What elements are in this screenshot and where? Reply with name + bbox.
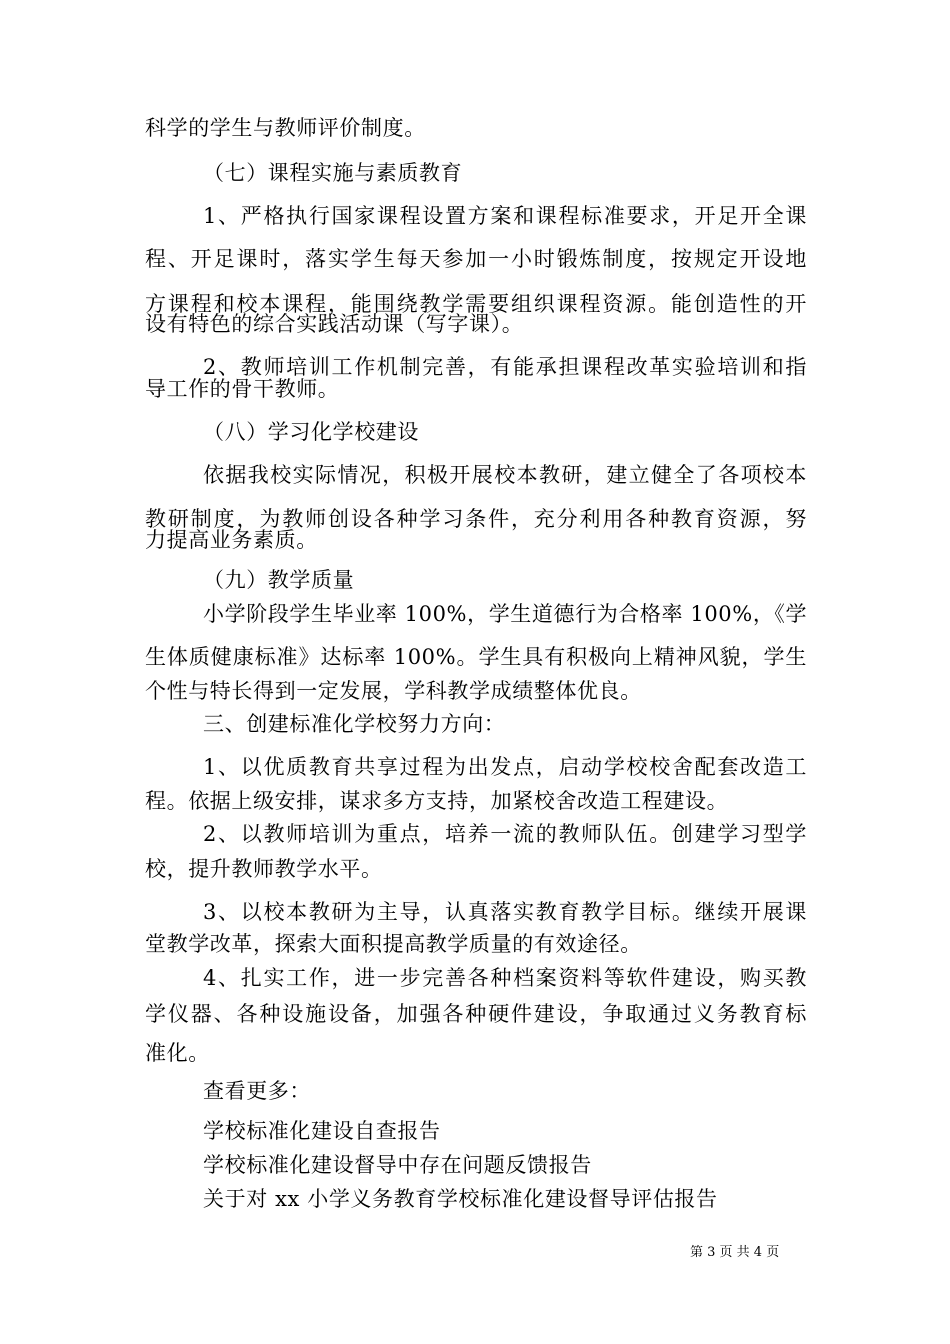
section-heading-9: （九）教学质量 bbox=[203, 568, 355, 592]
paragraph-line: 小学阶段学生毕业率 100%，学生道德行为合格率 100%，《学 bbox=[203, 602, 808, 626]
paragraph-line: 学仪器、各种设施设备，加强各种硬件建设，争取通过义务教育标 bbox=[145, 1002, 807, 1026]
paragraph-line: 3、以校本教研为主导，认真落实教育教学目标。继续开展课 bbox=[203, 900, 807, 924]
section-heading-7: （七）课程实施与素质教育 bbox=[203, 161, 463, 185]
paragraph-line-end: 程。依据上级安排，谋求多方支持，加紧校舍改造工程建设。 bbox=[145, 789, 729, 813]
paragraph-line: 生体质健康标准》达标率 100%。学生具有积极向上精神风貌，学生 bbox=[145, 645, 807, 669]
paragraph-line: 2、以教师培训为重点，培养一流的教师队伍。创建学习型学 bbox=[203, 822, 807, 846]
paragraph-line-end: 力提高业务素质。 bbox=[145, 528, 318, 552]
page-number: 第 3 页 共 4 页 bbox=[690, 1245, 780, 1260]
see-more-heading: 查看更多： bbox=[203, 1079, 311, 1103]
paragraph-line: 1、以优质教育共享过程为出发点，启动学校校舍配套改造工 bbox=[203, 755, 807, 779]
paragraph-line-end: 导工作的骨干教师。 bbox=[145, 377, 340, 401]
paragraph-line-end: 个性与特长得到一定发展，学科教学成绩整体优良。 bbox=[145, 679, 642, 703]
paragraph-line: 方课程和校本课程，能围绕教学需要组织课程资源。能创造性的开 bbox=[145, 292, 807, 316]
paragraph-line-end: 堂教学改革，探索大面积提高教学质量的有效途径。 bbox=[145, 932, 642, 956]
text-line: 科学的学生与教师评价制度。 bbox=[145, 116, 426, 140]
more-link-evaluation-report[interactable] bbox=[203, 1185, 718, 1213]
paragraph-line: 教研制度，为教师创设各种学习条件，充分利用各种教育资源，努 bbox=[145, 507, 807, 531]
paragraph-line: 4、扎实工作，进一步完善各种档案资料等软件建设，购买教 bbox=[203, 966, 807, 990]
paragraph-line-end: 校，提升教师教学水平。 bbox=[145, 857, 383, 881]
paragraph-line-end: 设有特色的综合实践活动课（写字课）。 bbox=[145, 312, 524, 336]
paragraph-line: 程、开足课时，落实学生每天参加一小时锻炼制度，按规定开设地 bbox=[145, 247, 807, 271]
section-heading-3: 三、创建标准化学校努力方向： bbox=[203, 712, 506, 736]
more-link-feedback-report[interactable] bbox=[203, 1151, 592, 1179]
more-link-label[interactable]: 学校标准化建设自查报告 bbox=[203, 1119, 441, 1143]
more-link-label[interactable]: 学校标准化建设督导中存在问题反馈报告 bbox=[203, 1153, 592, 1177]
section-heading-8: （八）学习化学校建设 bbox=[203, 420, 419, 444]
paragraph-line: 2、教师培训工作机制完善，有能承担课程改革实验培训和指 bbox=[203, 355, 807, 379]
paragraph-line: 依据我校实际情况，积极开展校本教研，建立健全了各项校本 bbox=[203, 463, 807, 487]
more-link-self-check-report[interactable] bbox=[203, 1117, 441, 1145]
paragraph-line: 1、严格执行国家课程设置方案和课程标准要求，开足开全课 bbox=[203, 204, 807, 228]
paragraph-line-end: 准化。 bbox=[145, 1041, 210, 1065]
more-link-label[interactable]: 关于对 xx 小学义务教育学校标准化建设督导评估报告 bbox=[203, 1187, 718, 1211]
